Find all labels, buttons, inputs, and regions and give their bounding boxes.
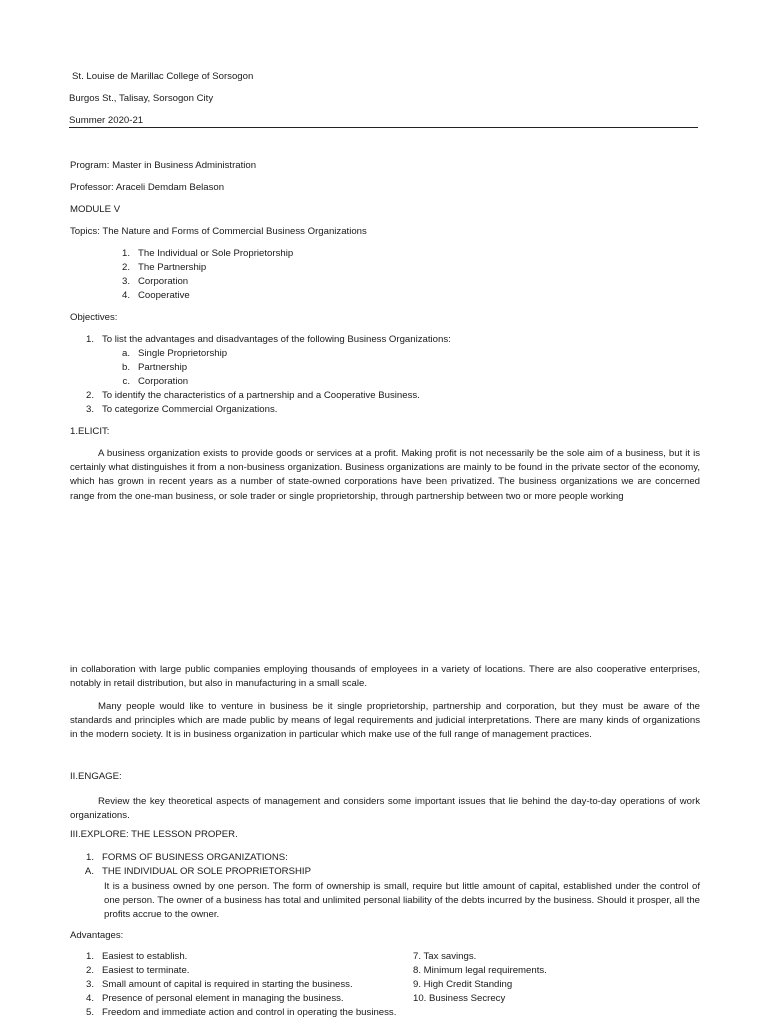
explore-heading: III.EXPLORE: THE LESSON PROPER. bbox=[70, 829, 238, 840]
list-item: 1. To list the advantages and disadvantages of the following Business Organizations: bbox=[85, 334, 451, 345]
elicit-paragraph-2: Many people would like to venture in business be it single proprietorship, partnership and corporation, but they must be aware of the standards and principles which are made public by means of legal requirements and judicial interpretations. There are many kinds of organizations in the modern society. It is in business organization in particular which make use of the full range of management practices. bbox=[70, 701, 700, 741]
list-item: 3. To categorize Commercial Organizations. bbox=[85, 404, 278, 415]
list-item: 8. Minimum legal requirements. bbox=[413, 965, 547, 976]
sole-proprietorship-description: It is a business owned by one person. The form of ownership is small, require but little amount of capital, established under the control of one person. The owner of a business has total and unlimited personal liability of the debts incurred by the business. Should it prosper, all the profits accrue to the owner. bbox=[104, 881, 700, 921]
list-item: b. Partnership bbox=[121, 362, 188, 373]
list-item: 3. Small amount of capital is required in starting the business. bbox=[85, 979, 353, 990]
list-item: 10. Business Secrecy bbox=[413, 993, 506, 1004]
engage-paragraph: Review the key theoretical aspects of management and considers some important issues that lie behind the day-to-day operations of work organizations. bbox=[70, 796, 700, 822]
term: Summer 2020-21 bbox=[69, 115, 144, 126]
list-item: 5. Freedom and immediate action and control in operating the business. bbox=[85, 1007, 397, 1018]
topics-heading: Topics: The Nature and Forms of Commercial Business Organizations bbox=[70, 226, 367, 237]
school-name: St. Louise de Marillac College of Sorsogon bbox=[72, 71, 254, 82]
module-title: MODULE V bbox=[70, 204, 121, 215]
elicit-paragraph-1-continued: in collaboration with large public companies employing thousands of employees in a variety of locations. There are also cooperative enterprises, notably in retail distribution, but also in manufacturing in a small scale. bbox=[70, 664, 700, 690]
list-item: 1. FORMS OF BUSINESS ORGANIZATIONS: bbox=[85, 852, 288, 863]
list-item: a. Single Proprietorship bbox=[121, 348, 228, 359]
list-item: 2. To identify the characteristics of a partnership and a Cooperative Business. bbox=[85, 390, 420, 401]
elicit-heading: 1.ELICIT: bbox=[70, 426, 110, 437]
list-item: 3. Corporation bbox=[121, 276, 189, 287]
advantages-heading: Advantages: bbox=[70, 930, 124, 941]
list-item: 7. Tax savings. bbox=[413, 951, 477, 962]
school-address: Burgos St., Talisay, Sorsogon City bbox=[69, 93, 214, 104]
list-item: c. Corporation bbox=[122, 376, 189, 387]
list-item: 9. High Credit Standing bbox=[413, 979, 513, 990]
list-item: A. THE INDIVIDUAL OR SOLE PROPRIETORSHIP bbox=[84, 866, 311, 877]
objectives-heading: Objectives: bbox=[70, 312, 118, 323]
engage-heading: II.ENGAGE: bbox=[70, 771, 122, 782]
header-divider bbox=[69, 127, 698, 128]
program: Program: Master in Business Administration bbox=[70, 160, 257, 171]
list-item: 2. The Partnership bbox=[121, 262, 207, 273]
list-item: 2. Easiest to terminate. bbox=[85, 965, 190, 976]
elicit-paragraph-1: A business organization exists to provide goods or services at a profit. Making profit is not necessarily be the sole aim of a business, but it is certainly what distinguishes it from a non-business organization. Business organizations are mainly to be found in the private sector of the economy, which has grown in recent years as a number of state-owned corporations have been privatized. The business organizations we are concerned range from the one-man business, or sole trader or single proprietorship, through partnership between two or more people working bbox=[70, 448, 700, 502]
list-item: 1. Easiest to establish. bbox=[85, 951, 188, 962]
list-item: 1. The Individual or Sole Proprietorship bbox=[121, 248, 294, 259]
professor: Professor: Araceli Demdam Belason bbox=[70, 182, 225, 193]
list-item: 4. Presence of personal element in managing the business. bbox=[85, 993, 344, 1004]
list-item: 4. Cooperative bbox=[121, 290, 190, 301]
